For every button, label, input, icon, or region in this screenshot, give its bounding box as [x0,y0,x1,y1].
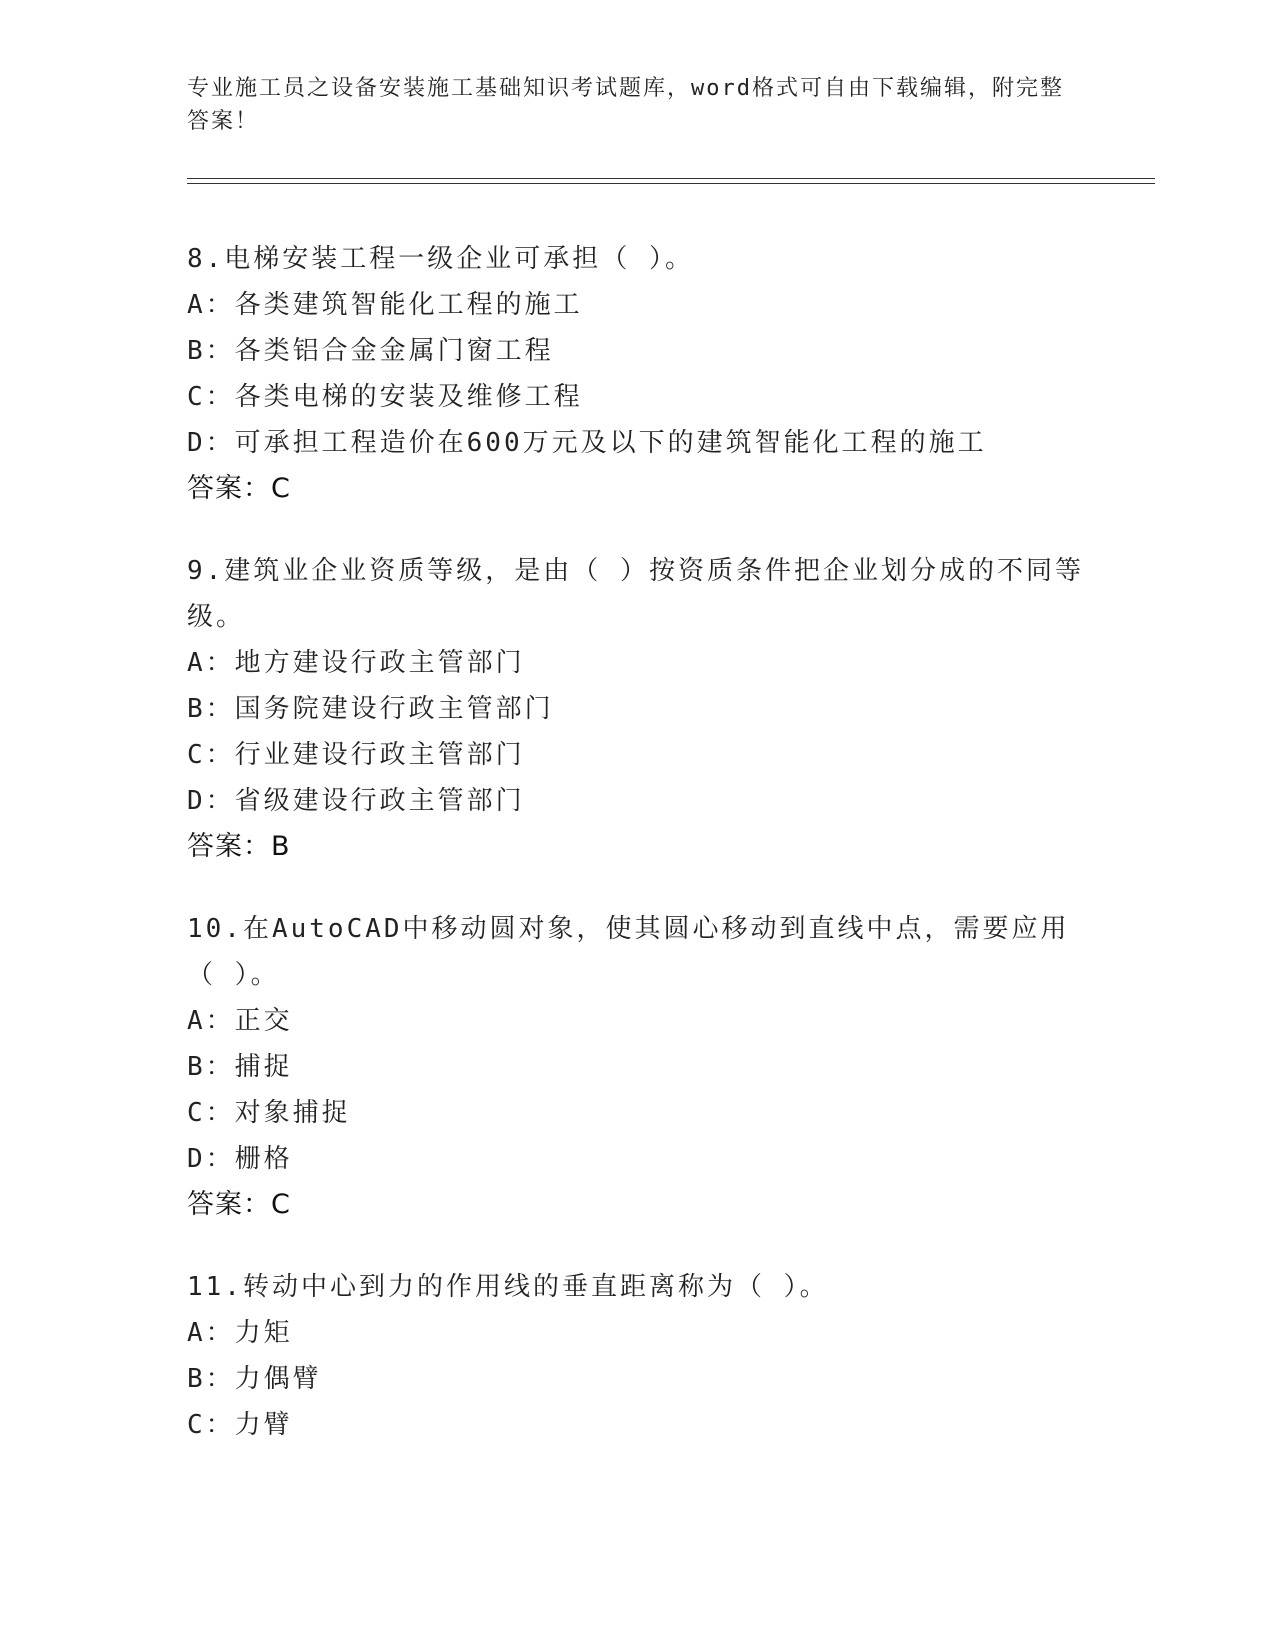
option-c: C：力臂 [187,1410,293,1440]
option-b: B：国务院建设行政主管部门 [187,694,554,724]
option-a: A：各类建筑智能化工程的施工 [187,290,583,320]
option-b: B：各类铝合金金属门窗工程 [187,336,554,366]
answer-line: 答案：B [187,831,291,862]
question-8 [187,236,1087,512]
option-d: D：省级建设行政主管部门 [187,786,525,816]
header-divider-bottom [187,183,1155,184]
question-10 [187,906,1087,1228]
option-c: C：对象捕捉 [187,1098,351,1128]
option-b: B：力偶臂 [187,1364,322,1394]
header-divider-top [187,178,1155,179]
document-header: 专业施工员之设备安装施工基础知识考试题库，word格式可自由下载编辑，附完整答案！ [187,76,1064,134]
option-d: D：可承担工程造价在600万元及以下的建筑智能化工程的施工 [187,428,987,458]
question-stem: 9.建筑业企业资质等级，是由（ ）按资质条件把企业划分成的不同等级。 [187,556,1084,632]
option-a: A：地方建设行政主管部门 [187,648,525,678]
question-list [187,236,1087,1448]
option-c: C：各类电梯的安装及维修工程 [187,382,583,412]
option-a: A：力矩 [187,1318,293,1348]
question-stem: 10.在AutoCAD中移动圆对象，使其圆心移动到直线中点，需要应用（ ）。 [187,914,1070,990]
option-d: D：栅格 [187,1144,293,1174]
option-b: B：捕捉 [187,1052,293,1082]
option-a: A：正交 [187,1006,293,1036]
question-stem: 8.电梯安装工程一级企业可承担（ ）。 [187,244,694,274]
question-11 [187,1264,1087,1448]
answer-line: 答案：C [187,473,291,504]
option-c: C：行业建设行政主管部门 [187,740,525,770]
question-9 [187,548,1087,870]
answer-line: 答案：C [187,1189,291,1220]
question-stem: 11.转动中心到力的作用线的垂直距离称为（ ）。 [187,1272,829,1302]
